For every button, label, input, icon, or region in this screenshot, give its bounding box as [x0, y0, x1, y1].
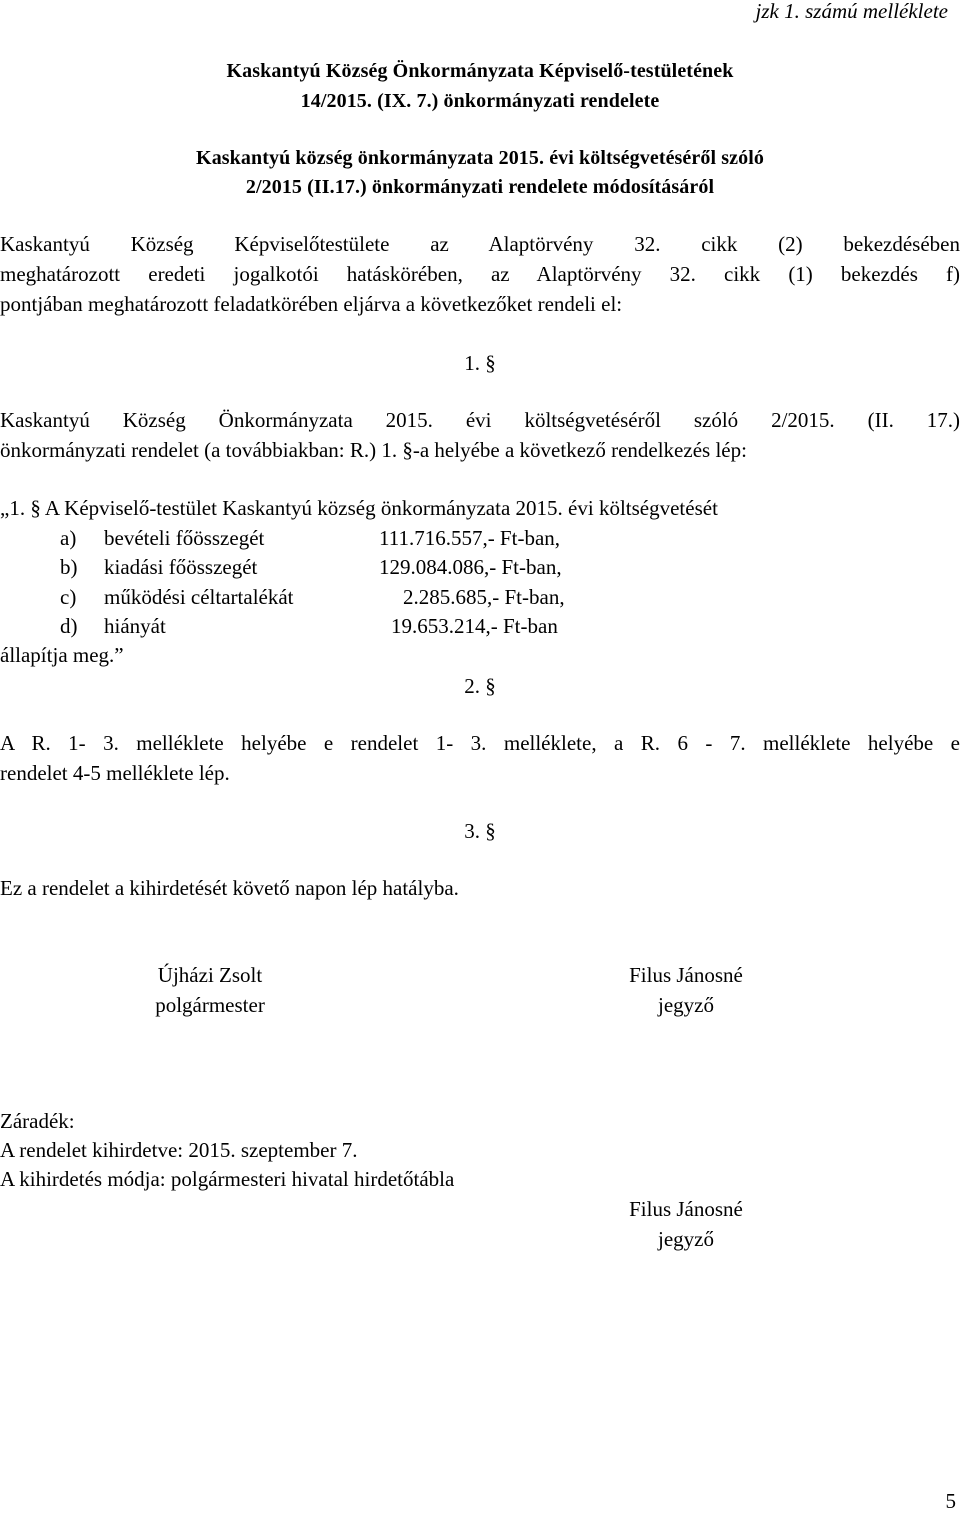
item-amount: 2.285.685,- Ft-ban, — [403, 585, 565, 609]
item-label: a) — [60, 526, 77, 550]
section-3-line-1: Ez a rendelet a kihirdetését követő napon lép hatályba. — [0, 876, 459, 900]
item-amount: 111.716.557,- Ft-ban, — [379, 526, 561, 550]
clause-label: Záradék: — [0, 1109, 75, 1133]
signature-left-role: polgármester — [155, 993, 265, 1017]
item-amount: 19.653.214,- Ft-ban — [391, 614, 558, 638]
section-3-heading: 3. § — [464, 819, 496, 843]
title-line-1: Kaskantyú Község Önkormányzata Képviselő-testületének — [226, 60, 734, 82]
clause-signature-role: jegyző — [658, 1227, 714, 1251]
section-1-line-1: Kaskantyú Község Önkormányzata 2015. évi költségvetéséről szóló 2/2015. (II. 17.) — [0, 408, 960, 432]
section-2-heading: 2. § — [464, 674, 496, 698]
section-2-line-2: rendelet 4-5 melléklete lép. — [0, 761, 230, 785]
budget-item — [60, 523, 560, 553]
item-text: működési céltartalékát — [104, 585, 294, 609]
annex-label: jzk 1. számú melléklete — [755, 0, 948, 23]
clause-signature-name: Filus Jánosné — [629, 1197, 743, 1221]
title-line-2: 14/2015. (IX. 7.) önkormányzati rendelete — [300, 90, 660, 112]
clause-line-2: A kihirdetés módja: polgármesteri hivatal hirdetőtábla — [0, 1167, 455, 1191]
preamble-line-1: Kaskantyú Község Képviselőtestülete az Alaptörvény 32. cikk (2) bekezdésében — [0, 232, 960, 256]
preamble-line-3: pontjában meghatározott feladatkörében eljárva a következőket rendeli el: — [0, 292, 623, 316]
preamble-line-2: meghatározott eredeti jogalkotói hatáskörében, az Alaptörvény 32. cikk (1) bekezdés f) — [0, 262, 960, 286]
title-line-4: 2/2015 (II.17.) önkormányzati rendelete módosításáról — [245, 176, 715, 198]
title-line-3: Kaskantyú község önkormányzata 2015. évi költségvetéséről szóló — [196, 147, 764, 169]
signature-right — [556, 960, 816, 1020]
budget-item — [60, 611, 558, 641]
item-label: c) — [60, 585, 77, 609]
item-amount: 129.084.086,- Ft-ban, — [379, 555, 562, 579]
budget-item — [60, 582, 565, 612]
signature-left — [80, 960, 340, 1020]
section-1-closing: állapítja meg.” — [0, 643, 124, 667]
page-number: 5 — [945, 1489, 956, 1513]
clause-line-1: A rendelet kihirdetve: 2015. szeptember 7. — [0, 1138, 358, 1162]
signature-left-name: Újházi Zsolt — [157, 963, 263, 987]
section-2-line-1: A R. 1- 3. melléklete helyébe e rendelet 1- 3. melléklete, a R. 6 - 7. melléklete helyébe e — [0, 731, 960, 755]
signature-right-name: Filus Jánosné — [629, 963, 743, 987]
item-text: bevételi főösszegét — [104, 526, 265, 550]
item-label: d) — [60, 614, 78, 638]
section-1-heading: 1. § — [464, 351, 496, 375]
item-text: kiadási főösszegét — [104, 555, 258, 579]
signature-right-role: jegyző — [658, 993, 714, 1017]
clause-signature — [556, 1194, 816, 1254]
item-text: hiányát — [104, 614, 166, 638]
item-label: b) — [60, 555, 78, 579]
section-1-line-2: önkormányzati rendelet (a továbbiakban: R.) 1. §-a helyébe a következő rendelkezés lép: — [0, 438, 747, 462]
section-1-quote-line: „1. § A Képviselő-testület Kaskantyú község önkormányzata 2015. évi költségvetését — [0, 496, 718, 520]
budget-item — [60, 552, 562, 582]
